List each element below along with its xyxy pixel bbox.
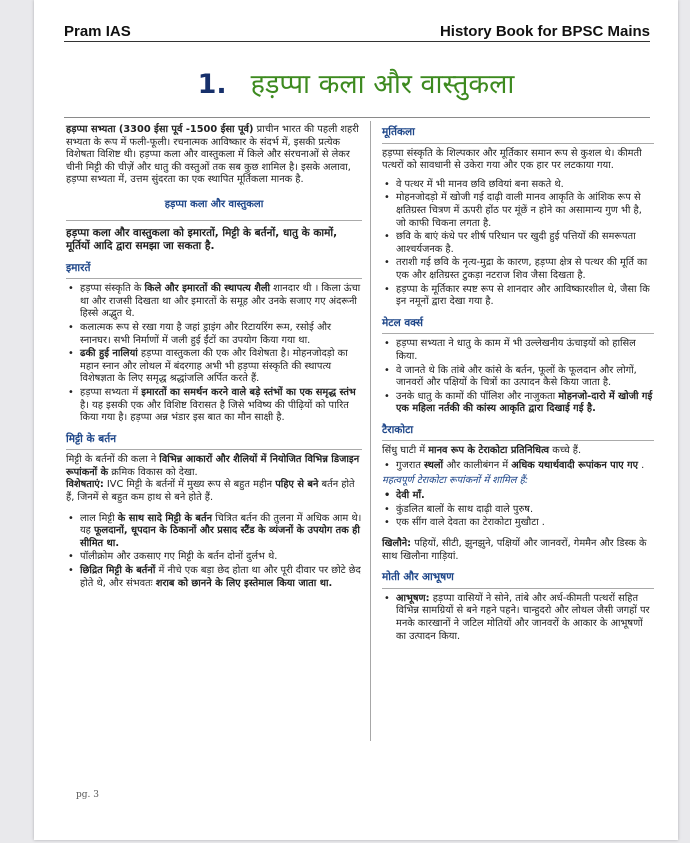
list-item [66,551,362,564]
bullet-icon: • [384,338,390,350]
text-bold: विभिन्न आकारों और शैलियों में नियोजित विभिन्न डिजाइन रूपांकनों के [66,454,360,478]
bullet-icon: • [384,178,390,190]
sculpture-heading: मूर्तिकला [382,126,415,138]
document-page [34,0,678,840]
beads-heading: मोती और आभूषण [382,571,454,584]
text: कच्चे हैं. [549,445,582,457]
header-rule [64,41,650,42]
metal-works-heading: मेटल वर्क्स [382,316,423,329]
bullet-icon: • [68,283,74,295]
header-left: Pram IAS [64,23,131,40]
item-bold: आभूषण: [396,592,430,604]
bullet-icon: • [68,565,74,577]
item-text: हड़प्पा सभ्यता में [80,386,142,398]
bullet-icon: • [384,390,390,402]
header-right: History Book for BPSC Mains [439,23,650,40]
list-item [66,387,362,425]
page-number: pg. 3 [76,790,99,800]
left-column [66,124,362,596]
item-bold: फूलदानों, धूपदान के ठिकानों और प्रसाद स्टैंड के व्यंजनों के उपयोग तक ही सीमित था. [80,525,360,549]
text-bold: मानव रूप के टेराकोटा प्रतिनिधित्व [428,445,550,457]
list-item [382,391,654,416]
metal-works-list [382,338,654,416]
terracotta-list [382,460,654,473]
subheading-rule [66,220,362,221]
list-item [382,257,654,282]
item-text: कलात्मक रूप से रखा गया है जहां ड्राइंग और रिटायरिंग रूम, रसोई और स्नानघर। सभी निर्माणों में जली हुई ईंटों का उपयोग किया गया था. [80,321,331,346]
title-rule [64,117,650,118]
list-item [382,593,654,643]
item-text: गुजरात [396,460,425,472]
item-text: और कालीबंगन में [443,460,512,472]
buildings-heading: इमारतें [66,261,91,274]
sculpture-list [382,179,654,309]
list-item [382,192,654,230]
item-text: . [638,460,645,472]
item-bold: अधिक यथार्थवादी रूपांकन पाए गए [511,460,639,472]
bullet-icon: • [68,551,74,563]
sculpture-intro: हड़प्पा संस्कृति के शिल्पकार और मूर्तिकार समान रूप से कुशल थे। कीमती पत्थरों को सावधानी से उकेरा गया और एक हार पर लटकाया गया. [382,147,642,172]
list-item [382,365,654,390]
bullet-icon: • [68,512,74,524]
bullet-icon: • [384,192,390,204]
chapter-title [34,64,678,101]
terracotta-motifs-label: महत्वपूर्ण टेराकोटा रूपांकनों में शामिल हैं: [382,474,529,486]
item-text: है। यह इसकी एक और विशिष्ट विरासत है जिसे भविष्य की पीढ़ियों को पारित किया गया है। हड़प्पा अन्न भंडार इस बात का मौन साक्षी है. [80,399,349,424]
bullet-icon: • [384,231,390,243]
item-text: छवि के बाएं कंधे पर शीर्ष परिधान पर खुदी हुई पत्तियों की समरूपता आश्चर्यजनक है. [396,231,636,255]
bullet-icon: • [384,460,390,472]
bullet-icon: • [68,348,74,360]
bullet-icon: • [384,592,390,604]
chapter-title-text: हड़प्पा कला और वास्तुकला [250,69,515,100]
item-text: हड़प्पा वास्तुकला की एक और विशेषता है। मोहनजोदड़ो का महान स्नान और लोथल में बंदरगाह अभी भी हड़प्पा संस्कृति की स्थापत्य विशेषज्ञता के लिए समृद्ध श्रद्धांजलि अर्पित करते हैं. [80,348,348,385]
item-bold: ढकी हुई नालियां [80,348,138,360]
item-text: एक सींग वाले देवता का टेराकोटा मुखौटा . [396,517,545,529]
list-item [382,517,654,530]
text: सिंधु घाटी में [382,445,429,457]
item-text: कुंडलित बालों के साथ दाढ़ी वाले पुरुष. [396,503,534,515]
text: बर्तन होते हैं, जिनमें से बहुत कम हाथ से बने होते हैं. [66,479,355,504]
item-text: देवी माँ. [396,490,425,502]
pottery-paragraph [66,454,362,504]
item-bold: मोहनजो-दारो में खोजी गई एक महिला नर्तकी की कांस्य आकृति द्वारा दिखाई गई है. [396,390,653,415]
text-bold: विशेषताएं: [66,479,104,491]
list-item [66,283,362,321]
buildings-rule [66,278,362,279]
intro-text: प्राचीन भारत की पहली शहरी सभ्यता के रूप में फली-फूली। रचनात्मक आविष्कार के संदर्भ में, इसकी प्रत्येक विशेषता विशिष्ट थी। हड़प्पा कला और वास्तुकला में किले और संरचनाओं से लेकर चीनी मिट्टी की चीज़ें और धातु की वस्तुओं तक सब कुछ शामिल है। इसके अलावा, हड़प्पा सभ्यता में, उत्तम सुंदरता का एक स्थापित मूर्तिकला मानक है. [66,124,359,186]
terracotta-rule [382,440,654,441]
buildings-list [66,283,362,425]
text: क्रमिक विकास को देखा. [108,466,198,478]
list-item [382,284,654,309]
terracotta-paragraph [382,445,654,458]
item-text: शानदार थी । किला ऊंचा था और राजसी दिखता था और इमारतों के समूह और उनके सजाए गए अंदरूनी हिस्से अद्भुत थे. [80,283,361,320]
list-item [382,460,654,473]
bullet-icon: • [384,490,391,502]
bullet-icon: • [384,364,390,376]
bullet-icon: • [384,257,390,269]
list-item [382,231,654,256]
item-bold: छिद्रित मिट्टी के बर्तनों [80,565,156,577]
terracotta-heading: टैराकोटा [382,423,414,436]
item-bold: इमारतों का समर्थन करने वाले बड़े स्तंभों का एक समृद्ध स्तंभ [141,386,356,398]
bullet-icon: • [384,503,390,515]
right-column [382,124,654,649]
item-bold: किले और इमारतों की स्थापत्य शैली [144,283,271,295]
pottery-list [66,513,362,591]
text: IVC मिट्टी के बर्तनों में मुख्य रूप से बहुत महीन [103,479,276,491]
pottery-rule [66,449,362,450]
page-header [64,14,650,40]
bullet-icon: • [68,321,74,333]
lead-paragraph: हड़प्पा कला और वास्तुकला को इमारतों, मिट्टी के बर्तनों, धातु के कामों, मूर्तियों आदि द्वारा समझा जा सकता है. [66,226,338,253]
beads-rule [382,588,654,589]
list-item [382,490,654,503]
item-bold: के साथ सादे मिट्टी के बर्तन [117,512,213,524]
bullet-icon: • [68,386,74,398]
list-item [382,338,654,363]
metal-works-rule [382,333,654,334]
chapter-number: 1. [197,69,227,100]
item-text: वे पत्थर में भी मानव छवि छवियां बना सकते थे. [396,178,564,190]
item-text: हड़प्पा के मूर्तिकार स्पष्ट रूप से शानदार और आविष्कारशील थे, जैसा कि इन नमूनों द्वारा देखा गया है. [396,283,650,308]
item-text: तराशी गई छवि के नृत्य-मुद्रा के कारण, हड़प्पा क्षेत्र से पत्थर की मूर्ति का एक और क्षतिग्रस्त टुकड़ा नटराज शिव जैसा दिखता है. [396,257,648,281]
intro-paragraph [66,124,362,187]
item-text: चित्रित बर्तन की तुलना में अधिक आम थे। यह [80,512,362,537]
text-bold: खिलौने: [382,538,412,550]
text: मिट्टी के बर्तनों की कला ने [66,454,160,466]
item-text: में नीचे एक बड़ा छेद होता था और पूरी दीवार पर छोटे छेद होते थे, और संभवतः [80,565,361,589]
item-text: हड़प्पा वासियों ने सोने, तांबे और अर्ध-कीमती पत्थरों सहित विभिन्न सामग्रियों से बने गहने पहने। चान्हुदरो और लोथल जैसी जगहों पर मनके कारखानों ने जटिल मोतियों और जानवरों के आकार के आभूषणों का उत्पादन किया. [396,592,650,642]
list-item [66,513,362,551]
toys-paragraph [382,538,654,563]
intro-bold: हड़प्पा सभ्यता (3300 ईसा पूर्व -1500 ईसा पूर्व) [66,124,254,135]
item-bold: शराब को छानने के लिए इस्तेमाल किया जाता था. [155,577,333,589]
list-item [66,322,362,347]
list-item [382,179,654,192]
item-text: लाल मिट्टी [80,512,118,524]
text: पहियों, सीटी, झुनझुने, पक्षियों और जानवरों, गेममैन और डिस्क के साथ खिलौना गाड़ियां. [382,538,647,562]
item-text: पॉलीक्रोम और उकसाए गए मिट्टी के बर्तन दोनों दुर्लभ थे. [80,551,278,563]
item-text: मोहनजोदड़ो में खोजी गई दाढ़ी वाली मानव आकृति के आंशिक रूप से क्षतिग्रस्त चित्रण में ऊपरी होंठ पर मूंछें न होने का असामान्य गुण भी है, जो काफी चिकना लगता है. [396,192,642,229]
list-item [382,504,654,517]
text-bold: पहिए से बने [275,479,319,491]
item-text: हड़प्पा संस्कृति के [80,283,145,295]
pottery-heading: मिट्टी के बर्तन [66,432,117,445]
list-item [66,565,362,590]
bullet-icon: • [384,283,390,295]
item-text: उनके धातु के कामों की पॉलिश और नाजुकता [396,390,559,402]
beads-list [382,593,654,643]
column-divider [370,121,371,741]
item-bold: स्थलों [424,460,444,472]
sculpture-rule [382,143,654,144]
item-text: वे जानते थे कि तांबे और कांसे के बर्तन, फूलों के फूलदान और लोगों, जानवरों और पक्षियों के चित्रों का उत्पादन कैसे किया जाता है. [396,364,637,389]
terracotta-motifs-list [382,490,654,530]
bullet-icon: • [384,517,390,529]
item-text: हड़प्पा सभ्यता ने धातु के काम में भी उल्लेखनीय ऊंचाइयों को हासिल किया. [396,338,636,362]
list-item [66,348,362,386]
section-subheading: हड़प्पा कला और वास्तुकला [164,198,264,210]
